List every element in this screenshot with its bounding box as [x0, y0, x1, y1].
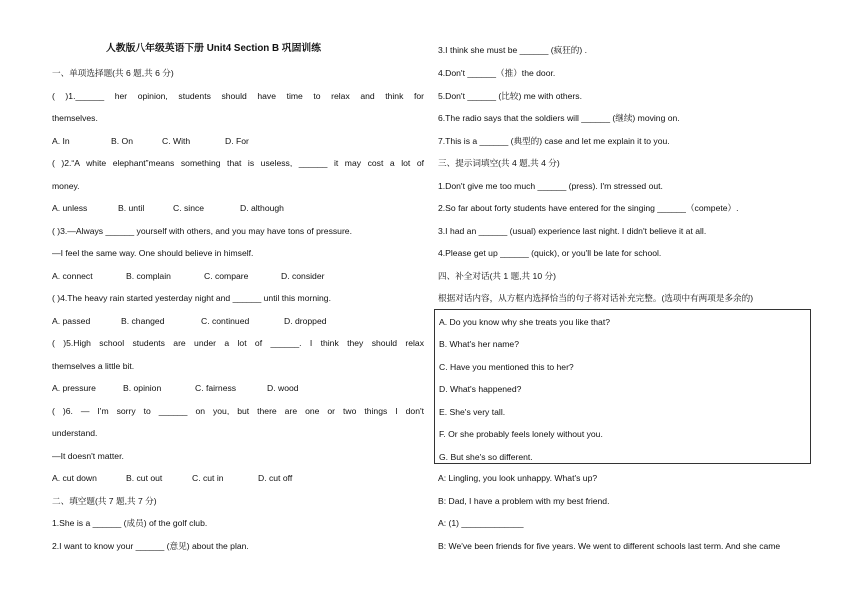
question-6-text-cont: understand.	[52, 428, 98, 438]
option-d: D. cut off	[258, 473, 293, 483]
dialogue-line-4: B: We've been friends for five years. We went to different schools last term. And she came	[438, 541, 781, 551]
fill-item-4: 4.Don't ______（推）the door.	[438, 68, 556, 78]
option-d: D. wood	[267, 383, 299, 393]
section-2-heading: 二、填空题(共 7 题,共 7 分)	[52, 496, 157, 506]
question-3-text: ( )3.—Always ______ yourself with others, and you may have tons of pressure.	[52, 226, 352, 236]
question-5-text-cont: themselves a little bit.	[52, 361, 135, 371]
fill-item-3: 3.I think she must be ______ (疯狂的) .	[438, 45, 588, 55]
fill-item-5: 5.Don't ______ (比较) me with others.	[438, 91, 582, 101]
hint-item-1: 1.Don't give me too much ______ (press). I'm stressed out.	[438, 181, 663, 191]
dialogue-line-3: A: (1) _____________	[438, 518, 524, 528]
question-1-text: ( )1.______ her opinion, students should have time to relax and think for	[52, 91, 424, 101]
option-d: D. consider	[281, 271, 325, 281]
option-a: A. pressure	[52, 383, 96, 393]
question-3-text-cont: —I feel the same way. One should believe in himself.	[52, 248, 254, 258]
question-2-text-cont: money.	[52, 181, 80, 191]
option-c: C. compare	[204, 271, 249, 281]
option-d: D. dropped	[284, 316, 327, 326]
question-5-text: ( )5.High school students are under a lot of ______. I think they should relax	[52, 338, 424, 348]
option-b: B. complain	[126, 271, 171, 281]
page-title: 人教版八年级英语下册 Unit4 Section B 巩固训练	[106, 43, 321, 54]
hint-item-3: 3.I had an ______ (usual) experience last night. I didn't believe it at all.	[438, 226, 707, 236]
section-3-heading: 三、提示词填空(共 4 题,共 4 分)	[438, 158, 560, 168]
box-option-c: C. Have you mentioned this to her?	[439, 362, 574, 372]
option-c: C. continued	[201, 316, 250, 326]
option-a: A. In	[52, 136, 70, 146]
dialogue-line-1: A: Lingling, you look unhappy. What's up?	[438, 473, 598, 483]
fill-item-6: 6.The radio says that the soldiers will ______ (继续) moving on.	[438, 113, 680, 123]
box-option-e: E. She's very tall.	[439, 407, 506, 417]
question-1-text-cont: themselves.	[52, 113, 98, 123]
box-option-g: G. But she's so different.	[439, 452, 533, 462]
fill-item-7: 7.This is a ______ (典型的) case and let me explain it to you.	[438, 136, 670, 146]
option-c: C. since	[173, 203, 205, 213]
option-b: B. On	[111, 136, 133, 146]
dialogue-line-2: B: Dad, I have a problem with my best friend.	[438, 496, 610, 506]
option-d: D. although	[240, 203, 284, 213]
hint-item-4: 4.Please get up ______ (quick), or you'll be late for school.	[438, 248, 662, 258]
question-2-text: ( )2.“A white elephant”means something that is useless, ______ it may cost a lot of	[52, 158, 424, 168]
box-option-b: B. What's her name?	[439, 339, 519, 349]
section-4-instructions: 根据对话内容，从方框内选择恰当的句子将对话补充完整。(选项中有两项是多余的)	[438, 293, 754, 303]
dialogue-options-box	[434, 309, 811, 464]
option-c: C. fairness	[195, 383, 237, 393]
hint-item-2: 2.So far about forty students have entered for the singing ______（compete）.	[438, 203, 739, 213]
option-c: C. cut in	[192, 473, 224, 483]
option-a: A. unless	[52, 203, 88, 213]
question-6-text: ( )6. — I'm sorry to ______ on you, but there are one or two things I don't	[52, 406, 424, 416]
box-option-d: D. What's happened?	[439, 384, 522, 394]
option-b: B. opinion	[123, 383, 162, 393]
option-a: A. connect	[52, 271, 93, 281]
option-d: D. For	[225, 136, 249, 146]
question-4-text: ( )4.The heavy rain started yesterday night and ______ until this morning.	[52, 293, 331, 303]
section-1-heading: 一、单项选择题(共 6 题,共 6 分)	[52, 68, 174, 78]
fill-item-2: 2.I want to know your ______ (意见) about the plan.	[52, 541, 249, 551]
option-a: A. passed	[52, 316, 91, 326]
option-b: B. cut out	[126, 473, 163, 483]
option-b: B. changed	[121, 316, 165, 326]
option-c: C. With	[162, 136, 191, 146]
option-a: A. cut down	[52, 473, 97, 483]
fill-item-1: 1.She is a ______ (成员) of the golf club.	[52, 518, 208, 528]
box-option-f: F. Or she probably feels lonely without you.	[439, 429, 603, 439]
question-6-reply: —It doesn't matter.	[52, 451, 124, 461]
option-b: B. until	[118, 203, 145, 213]
box-option-a: A. Do you know why she treats you like that?	[439, 317, 611, 327]
section-4-heading: 四、补全对话(共 1 题,共 10 分)	[438, 271, 556, 281]
